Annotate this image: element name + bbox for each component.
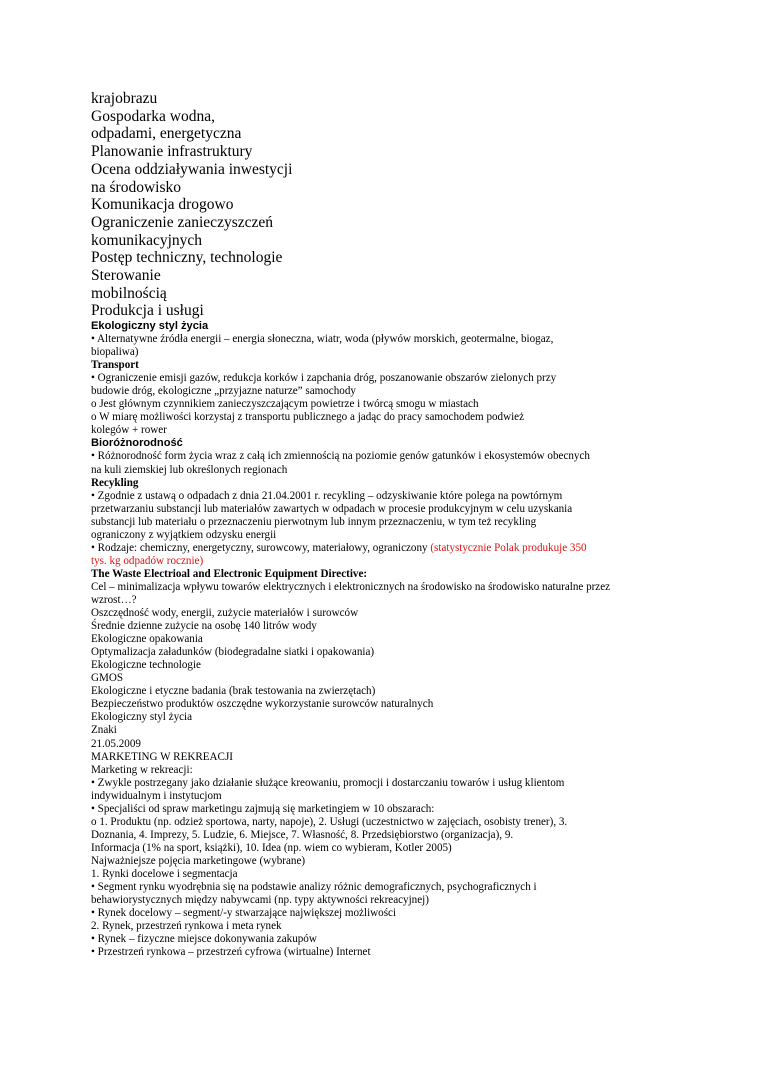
topic-item: odpadami, energetyczna <box>91 125 242 143</box>
bullet-line: • Rynek docelowy – segment/-y stwarzające największej możliwości <box>91 907 397 920</box>
text-line: Ekologiczne opakowania <box>91 633 203 646</box>
topic-item: Komunikacja drogowo <box>91 196 234 214</box>
text-line: przetwarzaniu substancji lub materiałów zawartych w odpadach w procesie produkcyjnym w celu uzyskania <box>91 502 573 515</box>
text-line: GMOS <box>91 672 124 685</box>
sub-bullet-line: o Jest głównym czynnikiem zanieczyszczającym powietrze i twórcą smogu w miastach <box>91 398 479 411</box>
date-line: 21.05.2009 <box>91 737 141 750</box>
section-heading: Recykling <box>91 476 139 489</box>
bullet-line: • Przestrzeń rynkowa – przestrzeń cyfrowa (wirtualne) Internet <box>91 946 371 959</box>
text-line: Ekologiczne i etyczne badania (brak testowania na zwierzętach) <box>91 685 376 698</box>
text-line: Informacja (1% na sport, książki), 10. Idea (np. wiem co wybieram, Kotler 2005) <box>91 841 452 854</box>
document-body <box>91 320 651 959</box>
text-line: Ekologiczne technologie <box>91 659 201 672</box>
text-line: wzrost…? <box>91 593 137 606</box>
section-heading: Bioróżnorodność <box>91 437 183 450</box>
text-line: behawiorystycznych między nabywcami (np. typy aktywności rekreacyjnej) <box>91 894 429 907</box>
text-line: Optymalizacja załadunków (biodegradalne siatki i opakowania) <box>91 646 375 659</box>
bullet-line <box>91 542 651 555</box>
topic-item: krajobrazu <box>91 90 158 107</box>
text-line: Cel – minimalizacja wpływu towarów elektrycznych i elektronicznych na środowisko na środowisko naturalne przez <box>91 580 611 593</box>
text-line: Najważniejsze pojęcia marketingowe (wybrane) <box>91 854 306 867</box>
text-line: budowie dróg, ekologiczne „przyjazne naturze” samochody <box>91 385 356 398</box>
topic-item: Produkcja i usługi <box>91 302 204 320</box>
topic-item: Ocena oddziaływania inwestycji <box>91 160 293 178</box>
topic-item: Sterowanie <box>91 267 161 285</box>
bullet-line: • Zgodnie z ustawą o odpadach z dnia 21.04.2001 r. recykling – odzyskiwanie które polega na powtórnym <box>91 489 563 502</box>
text-line: 2. Rynek, przestrzeń rynkowa i meta rynek <box>91 920 282 933</box>
text-line: Marketing w rekreacji: <box>91 763 193 776</box>
topic-item: komunikacyjnych <box>91 231 203 249</box>
bullet-text: • Rodzaje: chemiczny, energetyczny, surowcowy, materiałowy, ograniczony <box>91 541 431 554</box>
topic-item: Planowanie infrastruktury <box>91 143 253 161</box>
text-line: ograniczony z wyjątkiem odzysku energii <box>91 528 277 541</box>
section-heading: Ekologiczny styl życia <box>91 320 209 332</box>
red-note: (statystycznie Polak produkuje 350 <box>430 541 587 554</box>
topic-item: na środowisko <box>91 178 181 196</box>
text-line: kolegów + rower <box>91 424 167 437</box>
bullet-line: • Rynek – fizyczne miejsce dokonywania zakupów <box>91 933 317 946</box>
sub-bullet-line: o W miarę możliwości korzystaj z transportu publicznego a jadąc do pracy samochodem podwież <box>91 411 525 424</box>
bullet-line: • Ograniczenie emisji gazów, redukcja korków i zapchania dróg, poszanowanie obszarów zielonych przy <box>91 372 557 385</box>
topic-list <box>91 90 491 320</box>
section-heading: Transport <box>91 359 139 372</box>
text-line: indywidualnym i instytucjom <box>91 789 222 802</box>
bullet-line: • Alternatywne źródła energii – energia słoneczna, wiatr, woda (pływów morskich, geotermalne, biogaz, <box>91 333 554 346</box>
bullet-line: • Segment rynku wyodrębnia się na podstawie analizy różnic demograficznych, psychograficznych i <box>91 881 537 894</box>
topic-item: mobilnością <box>91 284 167 302</box>
text-line: Oszczędność wody, energii, zużycie materiałów i surowców <box>91 607 359 620</box>
text-line: Ekologiczny styl życia <box>91 711 193 724</box>
text-line: biopaliwa) <box>91 346 139 359</box>
text-line: substancji lub materiału o przeznaczeniu pierwotnym lub innym przeznaczeniu, w tym też recykling <box>91 515 537 528</box>
text-line: na kuli ziemskiej lub określonych regionach <box>91 463 288 476</box>
text-line: 1. Rynki docelowe i segmentacja <box>91 867 238 880</box>
text-line: Bezpieczeństwo produktów oszczędne wykorzystanie surowców naturalnych <box>91 698 434 711</box>
text-line: Średnie dzienne zużycie na osobę 140 litrów wody <box>91 620 317 633</box>
bullet-line: • Specjaliści od spraw marketingu zajmują się marketingiem w 10 obszarach: <box>91 802 435 815</box>
section-heading: The Waste Electrioal and Electronic Equipment Directive: <box>91 567 368 580</box>
red-note: tys. kg odpadów rocznie) <box>91 554 204 567</box>
text-line: Doznania, 4. Imprezy, 5. Ludzie, 6. Miejsce, 7. Własność, 8. Przedsiębiorstwo (organizacja), 9. <box>91 828 514 841</box>
section-title: MARKETING W REKREACJI <box>91 750 233 763</box>
topic-item: Postęp techniczny, technologie <box>91 249 283 267</box>
text-line: Znaki <box>91 724 117 737</box>
topic-item: Gospodarka wodna, <box>91 107 215 125</box>
bullet-line: • Różnorodność form życia wraz z całą ich zmiennością na poziomie genów gatunków i ekosystemów obecnych <box>91 450 590 463</box>
sub-bullet-line: o 1. Produktu (np. odzież sportowa, narty, napoje), 2. Usługi (uczestnictwo w zajęciach, osobisty trener), 3. <box>91 815 568 828</box>
bullet-line: • Zwykle postrzegany jako działanie służące kreowaniu, promocji i dostarczaniu towarów i usług klientom <box>91 776 565 789</box>
topic-item: Ograniczenie zanieczyszczeń <box>91 213 273 231</box>
